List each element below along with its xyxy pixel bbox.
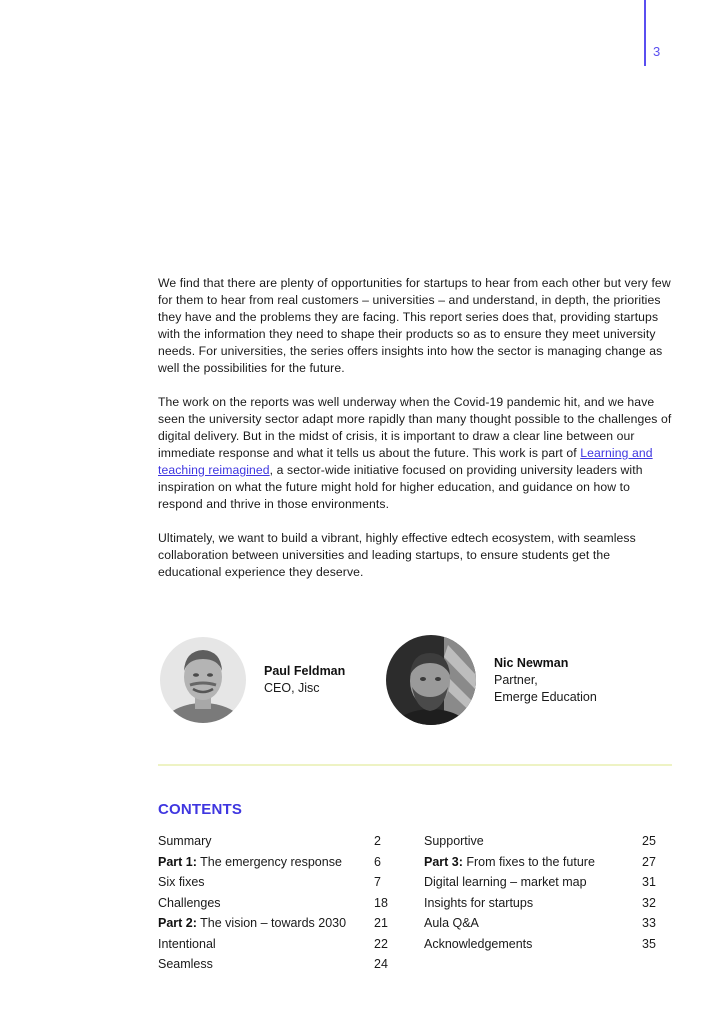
contents-list-left [158, 831, 392, 975]
intro-paragraph-1: We find that there are plenty of opportunities for startups to hear from each other but very few for them to hear from real customers – universities – and understand, in depth, the priorities they have and the problems they are facing. This report series does that, providing startups with the information they need to shape their products so as to ensure they meet university needs. For universities, the series offers insights into how the sector is managing change as well the possibilities for the future. [158, 276, 671, 375]
signatory-role: Partner, [494, 672, 538, 687]
signatory-role: CEO, Jisc [264, 681, 320, 695]
toc-label [158, 831, 211, 852]
toc-item[interactable] [158, 954, 392, 975]
toc-page-number: 25 [642, 834, 656, 848]
toc-title: Insights for startups [424, 895, 534, 910]
signatory-info [264, 663, 345, 697]
intro-paragraph-2-end: , a sector-wide initiative focused on providing university leaders with inspiration on what the future might hold for higher education, and guidance on how to respond and thrive in those environments. [158, 463, 643, 511]
intro-paragraph-2 [158, 394, 674, 513]
toc-label [424, 893, 533, 914]
toc-label [158, 893, 221, 914]
toc-item[interactable] [158, 831, 392, 852]
intro-paragraph-3: Ultimately, we want to build a vibrant, highly effective edtech ecosystem, with seamless collaboration between universities and leading startups, to ensure students get the educational experience they deserve. [158, 531, 636, 579]
toc-item[interactable] [424, 831, 658, 852]
toc-label [424, 934, 532, 955]
toc-part-prefix: Part 2: [158, 916, 197, 930]
toc-label [424, 852, 595, 873]
toc-item[interactable] [424, 852, 658, 873]
avatar [160, 637, 246, 723]
toc-page-number: 24 [374, 957, 388, 971]
section-divider [158, 764, 672, 766]
toc-label [424, 913, 479, 934]
page-rule [644, 0, 646, 66]
toc-label [424, 872, 587, 893]
toc-page-number: 7 [374, 875, 381, 889]
toc-title: Digital learning – market map [424, 875, 587, 889]
toc-part-prefix: Part 3: [424, 854, 463, 869]
toc-item[interactable] [424, 893, 658, 914]
toc-page-number: 27 [642, 854, 656, 869]
signatory-organisation: Emerge Education [494, 689, 597, 704]
toc-item[interactable] [158, 872, 392, 893]
toc-title: Six fixes [158, 875, 205, 889]
signatory-name: Paul Feldman [264, 664, 346, 678]
signatory-nic-newman [386, 635, 597, 725]
toc-page-number: 33 [642, 916, 656, 930]
toc-item[interactable] [158, 893, 392, 914]
intro-paragraph-2-start: The work on the reports was well underway when the Covid-19 pandemic hit, and we have seen the university sector adapt more rapidly than many thought possible to the challenges of digital delivery. But in the midst of crisis, it is important to draw a clear line between our immediate response and what it tells us about the future. This work is part of [158, 395, 672, 460]
toc-item[interactable] [424, 913, 658, 934]
toc-title: Challenges [158, 895, 221, 910]
page-number: 3 [653, 44, 661, 59]
toc-label [158, 852, 342, 873]
contents-heading: CONTENTS [158, 801, 243, 818]
toc-page-number: 6 [374, 854, 381, 869]
toc-page-number: 32 [642, 895, 656, 910]
toc-label [424, 831, 484, 852]
toc-page-number: 22 [374, 936, 388, 951]
toc-title: Aula Q&A [424, 916, 479, 930]
toc-part-prefix: Part 1: [158, 854, 197, 869]
toc-page-number: 18 [374, 895, 388, 910]
toc-page-number: 35 [642, 936, 656, 951]
toc-label [158, 954, 213, 975]
contents-list-right [424, 831, 658, 954]
toc-title: Summary [158, 834, 212, 848]
toc-item[interactable] [158, 852, 392, 873]
toc-title: The vision – towards 2030 [196, 916, 347, 930]
toc-title: From fixes to the future [462, 854, 595, 869]
toc-item[interactable] [424, 872, 658, 893]
toc-title: Seamless [158, 957, 213, 971]
toc-page-number: 2 [374, 834, 381, 848]
toc-label [158, 872, 205, 893]
toc-page-number: 21 [374, 916, 388, 930]
signatory-info [494, 655, 597, 706]
intro-text [158, 275, 674, 598]
toc-title: Acknowledgements [424, 936, 533, 951]
toc-label [158, 913, 346, 934]
toc-page-number: 31 [642, 875, 656, 889]
learning-teaching-reimagined-link[interactable]: Learning and teaching reimagined [158, 446, 653, 477]
toc-item[interactable] [158, 913, 392, 934]
toc-label [158, 934, 216, 955]
signatory-paul-feldman [160, 637, 345, 723]
toc-title: Supportive [424, 834, 484, 848]
avatar [386, 635, 476, 725]
toc-title: Intentional [158, 936, 216, 951]
toc-item[interactable] [158, 934, 392, 955]
signatory-name: Nic Newman [494, 655, 569, 670]
toc-title: The emergency response [196, 854, 342, 869]
toc-item[interactable] [424, 934, 658, 955]
